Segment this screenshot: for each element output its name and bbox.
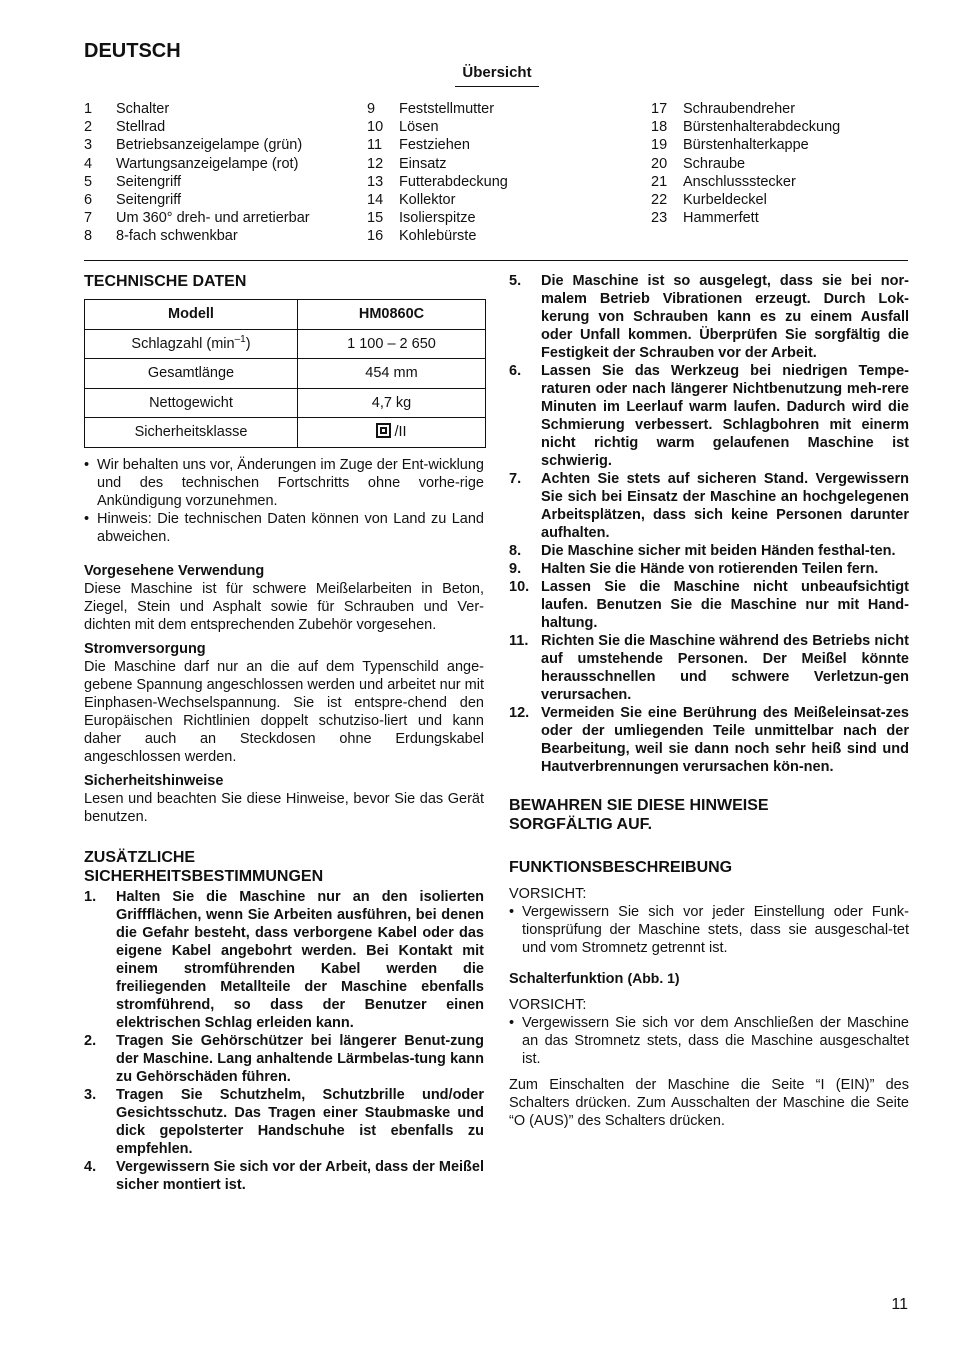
power-text: Die Maschine darf nur an die auf dem Typenschild ange-gebene Spannung angeschlossen werden und arbeitet nur mit Einphasen-Wechselspannung. Sie ist entspre-chend den Europäischen Richtlinien doppelt schutziso-liert und kann daher auch an Steckdosen ohne Erdungskabel angeschlossen werden. <box>84 658 484 765</box>
list-item: 6 Seitengriff <box>84 191 182 208</box>
list-item: 23 Hammerfett <box>651 210 759 227</box>
list-item: 10 Lösen <box>367 119 439 136</box>
tech-notes <box>84 456 484 546</box>
list-item: 12. Vermeiden Sie eine Berührung des Meißeleinsat-zes oder der umliegenden Teile unmittelbar nach der Bearbeitung, weil sie dann noch sehr heiß sind und Hautverbrennungen verursachen kön-nen. <box>509 705 909 775</box>
caution-label: VORSICHT: <box>509 997 587 1013</box>
list-item: 11. Richten Sie die Maschine während des Betriebs nicht auf umstehende Personen. Der Meißel könnte herausschnellen und schwere Verletzun-gen verursachen. <box>509 633 909 703</box>
list-item: 20 Schraube <box>651 155 746 172</box>
list-item: 21 Anschlussstecker <box>651 173 796 190</box>
overview-column-1 <box>84 100 310 246</box>
safety-list-left <box>84 888 484 1194</box>
list-item: 10. Lassen Sie die Maschine nicht unbeaufsichtigt laufen. Benutzen Sie die Maschine nur mit Hand-haltung. <box>509 579 909 631</box>
switch-heading: Schalterfunktion (Abb. 1) <box>509 970 680 987</box>
list-item: 7 Um 360° dreh- und arretierbar <box>84 210 310 227</box>
list-item: 7. Achten Sie stets auf sicheren Stand. Vergewissern Sie sich bei Einsatz der Maschine an hochgelegenen Arbeitsplätzen, dass sich keine Personen darunter aufhalten. <box>509 471 909 541</box>
power-heading: Stromversorgung <box>84 640 206 657</box>
list-item: 12 Einsatz <box>367 155 447 172</box>
list-item: 6. Lassen Sie das Werkzeug bei niedrigen Tempe-raturen oder nach längerer Nichtbenutzung meh-rere Minuten im Leerlauf warm laufen. Dadurch wird die Schmierung verbessert. Schlagbohren mit einerm nicht richtig warm gelaufenen Maschine ist schwierig. <box>509 363 909 469</box>
list-item: 17 Schraubendreher <box>651 101 796 117</box>
list-item: 19 Bürstenhalterkappe <box>651 137 809 154</box>
list-item: 3 Betriebsanzeigelampe (grün) <box>84 137 303 154</box>
keep-instructions-heading: BEWAHREN SIE DIESE HINWEISE SORGFÄLTIG AUF. <box>509 797 769 833</box>
page-number: 11 <box>891 1296 908 1313</box>
list-item: 5. Die Maschine ist so ausgelegt, dass sie bei nor-malem Betrieb Vibrationen erzeugt. Durch Lok-kerung von Schrauben kann es zu einem Ausfall oder Unfall kommen. Überprüfen Sie sorgfältig die Festigkeit der Schrauben vor der Arbeit. <box>509 273 909 361</box>
list-item: 11 Festziehen <box>367 137 470 154</box>
table-row: Schlagzahl $(\min^{-1})$ 1 100 – 2 650 <box>85 329 486 359</box>
list-item: 9 Feststellmutter <box>367 101 495 117</box>
list-item: 18 Bürstenhalterabdeckung <box>651 119 841 136</box>
caution-label: VORSICHT: <box>509 886 587 902</box>
caution-list <box>509 903 909 957</box>
overview-column-3 <box>651 100 840 227</box>
intended-use-text: Diese Maschine ist für schwere Meißelarbeiten in Beton, Ziegel, Stein und Asphalt sowie für Schrauben und Ver-dichten mit dem entsprechenden Zubehör vorgesehen. <box>84 580 484 633</box>
function-heading: FUNKTIONSBESCHREIBUNG <box>509 859 733 876</box>
list-item: 15 Isolierspitze <box>367 210 476 227</box>
double-insulation-icon <box>376 423 391 438</box>
list-item: 4. Vergewissern Sie sich vor der Arbeit, dass der Meißel sicher montiert ist. <box>84 1158 484 1193</box>
additional-safety-heading: ZUSÄTZLICHE SICHERHEITSBESTIMMUNGEN <box>84 848 324 885</box>
list-item: • Vergewissern Sie sich vor jeder Einstellung oder Funk-tionsprüfung der Maschine stets, dass sie ausgeschal-tet und vom Stromnetz getrennt ist. <box>509 903 909 957</box>
intended-use-heading: Vorgesehene Verwendung <box>84 562 265 579</box>
left-column <box>84 272 484 1194</box>
table-row: Sicherheitsklasse /II <box>85 418 486 448</box>
overview-title: Übersicht <box>455 64 539 87</box>
safety-list-right <box>509 272 909 776</box>
list-item: • Hinweis: Die technischen Daten können von Land zu Land abweichen. <box>84 510 484 546</box>
switch-text: Zum Einschalten der Maschine die Seite “I (EIN)” des Schalters drücken. Zum Ausschalten der Maschine die Seite “O (AUS)” des Schalters drücken. <box>509 1077 909 1129</box>
safety-notes-text: Lesen und beachten Sie diese Hinweise, bevor Sie das Gerät benutzen. <box>84 790 484 825</box>
list-item: 4 Wartungsanzeigelampe (rot) <box>84 155 299 172</box>
language-heading: DEUTSCH <box>84 40 181 62</box>
list-item: • Vergewissern Sie sich vor dem Anschließen der Maschine an das Stromnetz stets, dass die Maschine ausgeschaltet ist. <box>509 1014 909 1068</box>
caution-list <box>509 1014 909 1068</box>
list-item: 5 Seitengriff <box>84 173 182 190</box>
safety-notes-heading: Sicherheitshinweise <box>84 772 224 789</box>
list-item: 2 Stellrad <box>84 119 166 136</box>
list-item: 1 Schalter <box>84 101 170 117</box>
list-item: 13 Futterabdeckung <box>367 173 508 190</box>
list-item: 8. Die Maschine sicher mit beiden Händen festhal-ten. <box>509 543 896 559</box>
list-item: • Wir behalten uns vor, Änderungen im Zuge der Ent-wicklung und des technischen Fortschritts ohne vorhe-rige Ankündigung vorzunehmen. <box>84 456 484 510</box>
list-item: 22 Kurbeldeckel <box>651 191 767 208</box>
divider <box>84 260 908 261</box>
list-item: 1. Halten Sie die Maschine nur an den isolierten Griffflächen, wenn Sie Arbeiten ausführen, bei denen die Gefahr besteht, dass verborgene Kabel oder das eigene Kabel angebohrt werden. Bei Kontakt mit einem stromführenden Kabel werden die freiliegenden Metallteile der Maschine ebenfalls stromführend, so dass der Benutzer einen elektrischen Schlag erleiden kann. <box>84 888 484 1031</box>
table-row: Nettogewicht 4,7 kg <box>85 388 486 418</box>
list-item: 8 8-fach schwenkbar <box>84 228 238 245</box>
table-row: Modell HM0860C <box>85 300 486 330</box>
spec-table <box>84 299 486 448</box>
list-item: 16 Kohlebürste <box>367 228 477 245</box>
list-item: 14 Kollektor <box>367 191 456 208</box>
right-column <box>509 272 909 1130</box>
table-row: Gesamtlänge 454 mm <box>85 359 486 389</box>
list-item: 3. Tragen Sie Schutzhelm, Schutzbrille und/oder Gesichtsschutz. Das Tragen einer Staubmaske und dick gepolsterter Handschuhe ist ebenfalls zu empfehlen. <box>84 1086 484 1157</box>
tech-heading: TECHNISCHE DATEN <box>84 273 247 290</box>
list-item: 9. Halten Sie die Hände von rotierenden Teilen fern. <box>509 561 879 577</box>
list-item: 2. Tragen Sie Gehörschützer bei längerer Benut-zung der Maschine. Lang anhaltende Lärmbelas-tung kann zu Gehörschäden führen. <box>84 1032 484 1085</box>
overview-column-2 <box>367 100 508 246</box>
